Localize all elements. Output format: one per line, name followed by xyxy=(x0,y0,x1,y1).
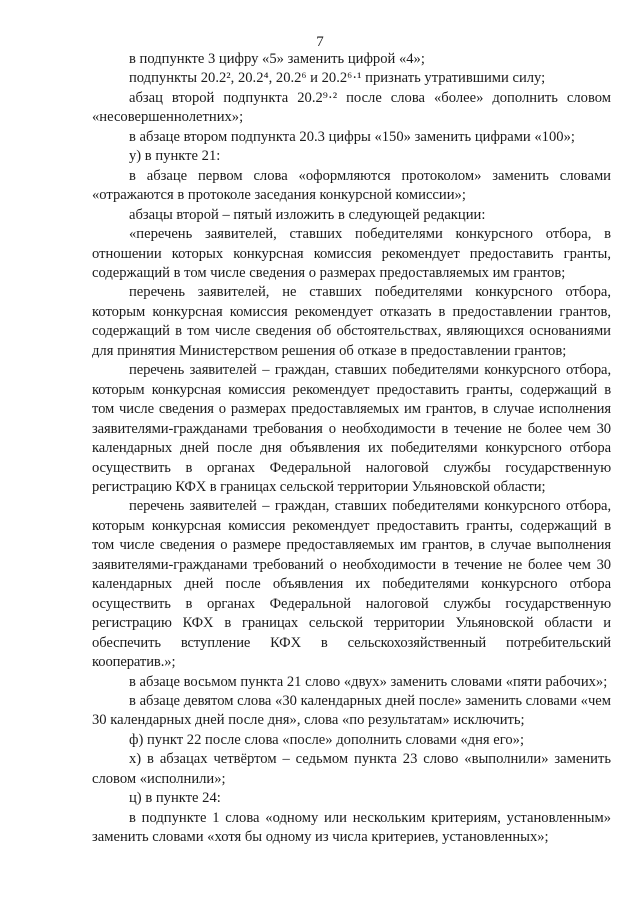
paragraph: в подпункте 1 слова «одному или нескольким критериям, установленным» заменить словами «хотя бы одному из числа критериев, установленных»; xyxy=(92,809,611,846)
paragraph: в абзаце втором подпункта 20.3 цифры «150» заменить цифрами «100»; xyxy=(129,128,575,145)
paragraph: перечень заявителей – граждан, ставших победителями конкурсного отбора, которым конкурсная комиссия рекомендует предоставить гранты, содержащий в том числе сведения о размерах предоставляемых им грантов, в случае исполнения заявителями-гражданами требования о необходимости в течение не более чем 30 календарных дней после дня объявления их победителями конкурсного отбора осуществить в органах Федеральной налоговой службы государственную регистрацию КФХ в границах сельской территории Ульяновской области; xyxy=(92,362,611,495)
paragraph: подпункты 20.2², 20.2⁴, 20.2⁶ и 20.2⁶·¹ признать утратившими силу; xyxy=(129,70,546,87)
page-number: 7 xyxy=(316,34,324,50)
paragraph: в абзаце первом слова «оформляются протоколом» заменить словами «отражаются в протоколе заседания конкурсной комиссии»; xyxy=(92,167,611,204)
document-body xyxy=(92,50,611,848)
paragraph: перечень заявителей – граждан, ставших победителями конкурсного отбора, которым конкурсная комиссия рекомендует предоставить гранты, содержащий в том числе сведения о размере предоставляемых им грантов, в случае выполнения заявителями-гражданами требований о необходимости в течение не более чем 30 календарных дней после объявления их победителями конкурсного отбора осуществить в органах Федеральной налоговой службы государственную регистрацию КФХ в границах сельской территории Ульяновской области и обеспечить вступление КФХ в сельскохозяйственный потребительский кооператив.»; xyxy=(92,498,611,671)
paragraph: в абзаце восьмом пункта 21 слово «двух» заменить словами «пяти рабочих»; xyxy=(129,673,608,690)
paragraph: ф) пункт 22 после слова «после» дополнить словами «дня его»; xyxy=(129,731,525,748)
paragraph: в абзаце девятом слова «30 календарных дней после» заменить словами «чем 30 календарных дней после дня», слова «по результатам» исключить; xyxy=(92,692,611,729)
paragraph: абзац второй подпункта 20.2⁹·² после слова «более» дополнить словом «несовершеннолетних»; xyxy=(92,89,611,126)
paragraph: перечень заявителей, не ставших победителями конкурсного отбора, которым конкурсная комиссия рекомендует отказать в предоставлении грантов, содержащий в том числе сведения об обстоятельствах, являющихся основаниями для принятия Министерством решения об отказе в предоставлении грантов; xyxy=(92,284,611,359)
paragraph: х) в абзацах четвёртом – седьмом пункта 23 слово «выполнили» заменить словом «исполнили»; xyxy=(92,751,611,787)
paragraph: абзацы второй – пятый изложить в следующей редакции: xyxy=(129,206,486,223)
paragraph: у) в пункте 21: xyxy=(129,148,221,165)
paragraph: «перечень заявителей, ставших победителями конкурсного отбора, в отношении которых конкурсная комиссия рекомендует предоставить гранты, содержащий в том числе сведения о размерах предоставляемых им грантов; xyxy=(92,226,611,281)
paragraph: ц) в пункте 24: xyxy=(129,790,221,807)
paragraph: в подпункте 3 цифру «5» заменить цифрой «4»; xyxy=(129,51,425,67)
